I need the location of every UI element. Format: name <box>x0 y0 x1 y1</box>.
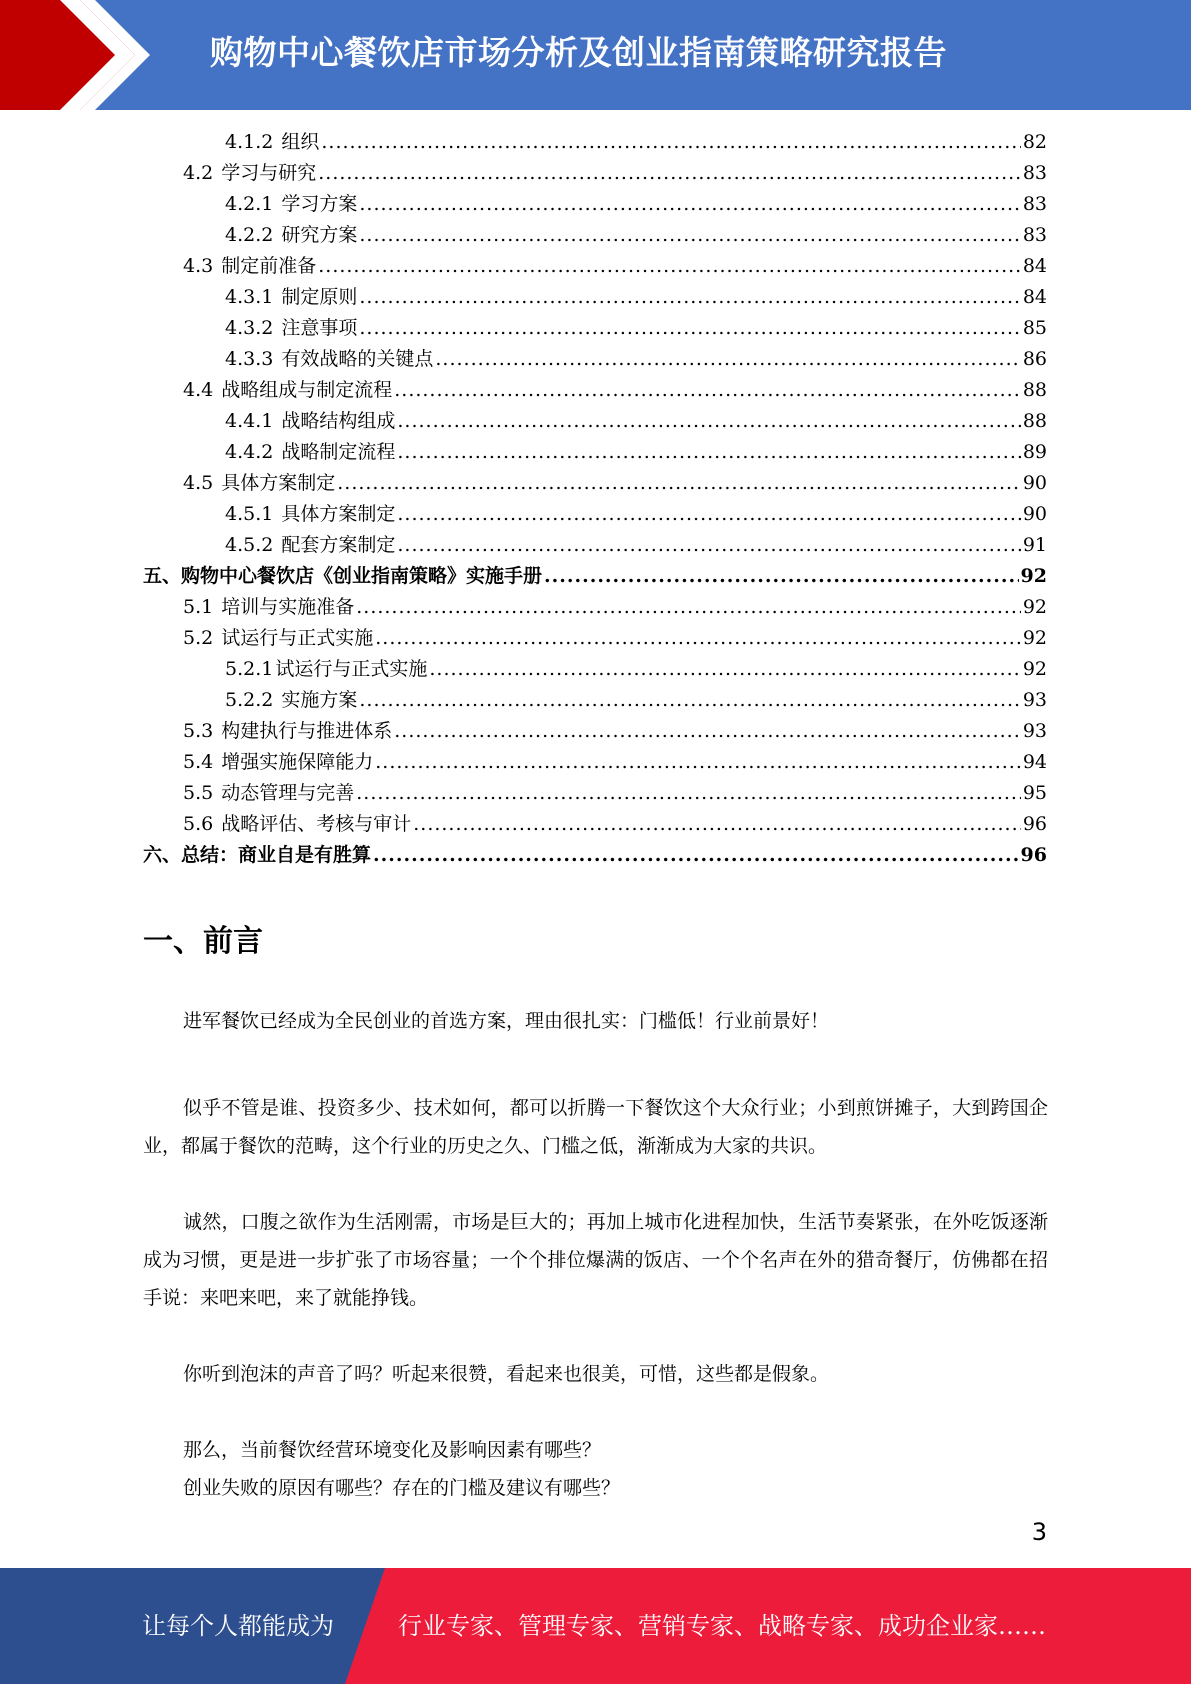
toc-chapter-entry[interactable] <box>143 840 1047 871</box>
toc-entry-title: 注意事项 <box>281 317 358 339</box>
preface-paragraph: 那么，当前餐饮经营环境变化及影响因素有哪些？ <box>183 1439 602 1461</box>
report-title: 购物中心餐饮店市场分析及创业指南策略研究报告 <box>210 33 947 72</box>
toc-entry-number: 5.2.1 <box>225 658 274 680</box>
toc-entry-title: 培训与实施准备 <box>221 596 355 618</box>
toc-chapter-entry[interactable] <box>143 561 1047 592</box>
toc-entry-number: 5.6 <box>183 813 214 835</box>
toc-entry-page: 83 <box>1022 224 1047 246</box>
toc-leader-dots <box>397 406 1020 437</box>
toc-entry-page: 93 <box>1022 689 1047 711</box>
toc-entry[interactable] <box>225 499 1047 530</box>
toc-leader-dots <box>318 251 1021 282</box>
toc-entry-title: 战略制定流程 <box>281 441 396 463</box>
toc-entry[interactable] <box>183 251 1047 282</box>
toc-entry-page: 83 <box>1022 162 1047 184</box>
toc-entry-title: 制定原则 <box>281 286 358 308</box>
toc-entry-number: 4.3.1 <box>225 286 274 308</box>
toc-entry-page: 92 <box>1022 596 1047 618</box>
toc-entry-page: 84 <box>1022 286 1047 308</box>
toc-entry-number: 5.5 <box>183 782 214 804</box>
toc-entry-page: 90 <box>1022 472 1047 494</box>
toc-entry-title: 学习与研究 <box>221 162 317 184</box>
toc-entry-number: 5.4 <box>183 751 214 773</box>
toc-entry[interactable] <box>183 716 1047 747</box>
toc-entry-title: 构建执行与推进体系 <box>221 720 393 742</box>
toc-entry-page: 82 <box>1022 131 1047 153</box>
toc-entry[interactable] <box>225 437 1047 468</box>
toc-entry-title: 五、购物中心餐饮店《创业指南策略》实施手册 <box>143 565 543 587</box>
toc-entry-number: 4.5.2 <box>225 534 274 556</box>
toc-entry[interactable] <box>225 685 1047 716</box>
toc-entry[interactable] <box>183 468 1047 499</box>
preface-paragraph: 你听到泡沫的声音了吗？听起来很赞，看起来也很美，可惜，这些都是假象。 <box>183 1363 830 1385</box>
toc-entry[interactable] <box>225 282 1047 313</box>
toc-leader-dots <box>544 561 1019 592</box>
toc-entry-title: 制定前准备 <box>221 255 317 277</box>
toc-entry-number: 4.2.2 <box>225 224 274 246</box>
toc-entry-page: 96 <box>1022 813 1047 835</box>
toc-entry[interactable] <box>225 344 1047 375</box>
toc-entry-page: 94 <box>1022 751 1047 773</box>
page-number: 3 <box>1031 1518 1047 1546</box>
toc-entry-number: 5.2 <box>183 627 214 649</box>
footer-slogan-right: 行业专家、管理专家、营销专家、战略专家、成功企业家…… <box>398 1612 1046 1640</box>
toc-entry-page: 88 <box>1022 410 1047 432</box>
toc-leader-dots <box>337 468 1021 499</box>
page-footer <box>0 1568 1191 1684</box>
toc-leader-dots <box>373 840 1019 871</box>
toc-entry-title: 组织 <box>281 131 320 153</box>
toc-leader-dots <box>356 778 1021 809</box>
toc-entry-page: 83 <box>1022 193 1047 215</box>
toc-leader-dots <box>359 282 1020 313</box>
toc-leader-dots <box>413 809 1021 840</box>
toc-entry-number: 5.2.2 <box>225 689 274 711</box>
section-heading: 一、前言 <box>143 924 263 959</box>
toc-entry-page: 85 <box>1022 317 1047 339</box>
toc-entry-title: 有效战略的关键点 <box>281 348 434 370</box>
toc-entry[interactable] <box>183 778 1047 809</box>
toc-leader-dots <box>429 654 1020 685</box>
toc-entry[interactable] <box>183 747 1047 778</box>
toc-entry-number: 4.4 <box>183 379 214 401</box>
toc-entry-number: 4.3.2 <box>225 317 274 339</box>
toc-entry-title: 实施方案 <box>281 689 358 711</box>
toc-entry-number: 4.4.2 <box>225 441 274 463</box>
toc-entry-page: 96 <box>1020 844 1047 866</box>
toc-leader-dots <box>394 375 1021 406</box>
toc-entry-number: 4.4.1 <box>225 410 274 432</box>
toc-entry-number: 4.3 <box>183 255 214 277</box>
toc-entry[interactable] <box>225 189 1047 220</box>
toc-leader-dots <box>397 437 1020 468</box>
toc-entry-title: 试运行与正式实施 <box>221 627 374 649</box>
toc-entry-title: 具体方案制定 <box>281 503 396 525</box>
toc-entry-page: 84 <box>1022 255 1047 277</box>
toc-leader-dots <box>397 499 1020 530</box>
toc-leader-dots <box>435 344 1020 375</box>
toc-entry-number: 5.3 <box>183 720 214 742</box>
toc-entry[interactable] <box>225 654 1047 685</box>
preface-paragraph: 创业失败的原因有哪些？存在的门槛及建议有哪些？ <box>183 1477 621 1499</box>
toc-entry-title: 学习方案 <box>281 193 358 215</box>
toc-entry-number: 5.1 <box>183 596 214 618</box>
toc-entry-number: 4.2 <box>183 162 214 184</box>
toc-leader-dots <box>359 189 1020 220</box>
toc-entry-page: 91 <box>1022 534 1047 556</box>
toc-entry[interactable] <box>183 158 1047 189</box>
toc-entry-title: 具体方案制定 <box>221 472 336 494</box>
toc-entry[interactable] <box>183 592 1047 623</box>
toc-entry-number: 4.3.3 <box>225 348 274 370</box>
toc-entry-page: 88 <box>1022 379 1047 401</box>
toc-leader-dots <box>356 592 1021 623</box>
toc-entry-page: 90 <box>1022 503 1047 525</box>
page-header <box>0 0 1191 110</box>
toc-entry-page: 86 <box>1022 348 1047 370</box>
toc-entry-number: 4.5.1 <box>225 503 274 525</box>
footer-slogan-left: 让每个人都能成为 <box>142 1612 334 1640</box>
preface-paragraph: 诚然，口腹之欲作为生活刚需，市场是巨大的；再加上城市化进程加快，生活节奏紧张，在外吃饭逐渐成为习惯，更是进一步扩张了市场容量；一个个排位爆满的饭店、一个个名声在外的猎奇餐厅，仿佛都在招手说：来吧来吧，来了就能挣钱。 <box>143 1211 1048 1309</box>
toc-leader-dots <box>321 127 1020 158</box>
toc-entry-page: 92 <box>1022 627 1047 649</box>
toc-leader-dots <box>375 623 1021 654</box>
toc-entry-title: 研究方案 <box>281 224 358 246</box>
toc-entry-page: 92 <box>1020 565 1047 587</box>
preface-paragraph: 似乎不管是谁、投资多少、技术如何，都可以折腾一下餐饮这个大众行业；小到煎饼摊子，大到跨国企业，都属于餐饮的范畴，这个行业的历史之久、门槛之低，渐渐成为大家的共识。 <box>143 1097 1048 1157</box>
preface-paragraph: 进军餐饮已经成为全民创业的首选方案，理由很扎实：门槛低！行业前景好！ <box>183 1010 830 1032</box>
toc-entry-title: 配套方案制定 <box>281 534 396 556</box>
toc-entry-title: 试运行与正式实施 <box>275 658 428 680</box>
toc-entry-page: 92 <box>1022 658 1047 680</box>
toc-entry[interactable] <box>225 220 1047 251</box>
toc-entry-title: 动态管理与完善 <box>221 782 355 804</box>
toc-entry-number: 4.5 <box>183 472 214 494</box>
toc-leader-dots <box>318 158 1021 189</box>
toc-leader-dots <box>394 716 1021 747</box>
toc-entry-page: 95 <box>1022 782 1047 804</box>
toc-leader-dots <box>397 530 1020 561</box>
toc-entry[interactable] <box>225 406 1047 437</box>
toc-entry[interactable] <box>225 127 1047 158</box>
toc-entry-number: 4.2.1 <box>225 193 274 215</box>
toc-leader-dots <box>359 220 1020 251</box>
toc-entry[interactable] <box>183 623 1047 654</box>
red-chevron-decoration <box>0 0 150 110</box>
toc-entry-number: 4.1.2 <box>225 131 274 153</box>
toc-leader-dots <box>359 313 1020 344</box>
toc-entry-title: 六、总结：商业自是有胜算 <box>143 844 372 866</box>
toc-entry-page: 89 <box>1022 441 1047 463</box>
toc-entry-page: 93 <box>1022 720 1047 742</box>
toc-entry-title: 战略评估、考核与审计 <box>221 813 412 835</box>
toc-entry-title: 战略组成与制定流程 <box>221 379 393 401</box>
toc-entry[interactable] <box>225 530 1047 561</box>
toc-entry[interactable] <box>225 313 1047 344</box>
toc-leader-dots <box>375 747 1021 778</box>
toc-leader-dots <box>359 685 1020 716</box>
toc-entry[interactable] <box>183 809 1047 840</box>
toc-entry-title: 战略结构组成 <box>281 410 396 432</box>
toc-entry[interactable] <box>183 375 1047 406</box>
toc-entry-title: 增强实施保障能力 <box>221 751 374 773</box>
